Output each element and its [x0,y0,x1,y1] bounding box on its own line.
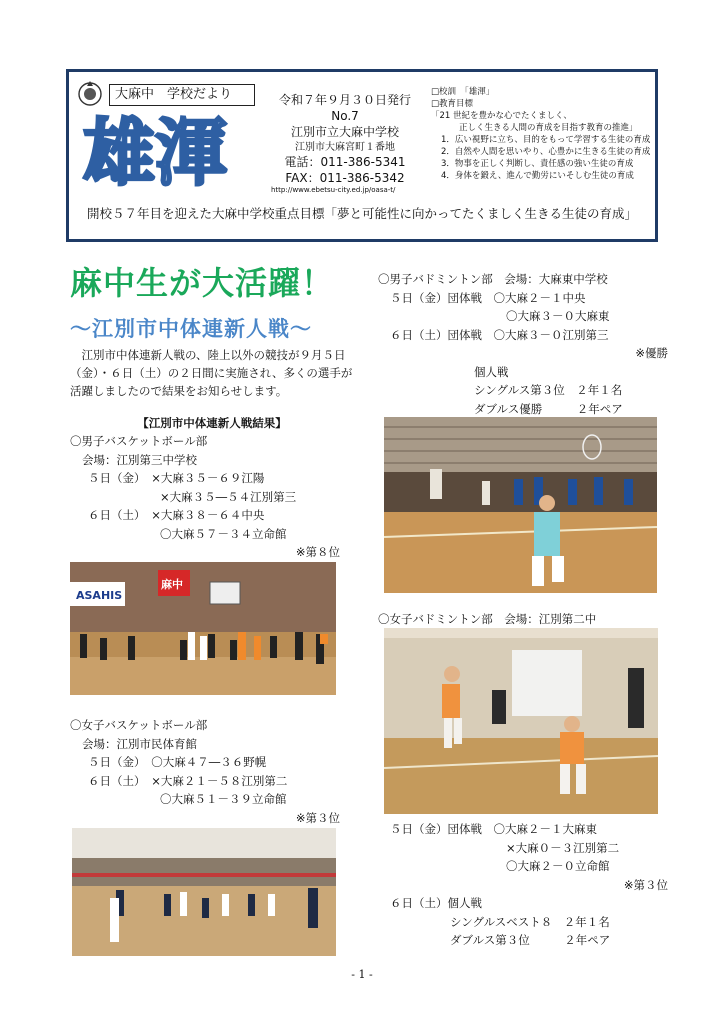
edu-goal-line: 「21 世紀を豊かな心でたくましく、 [431,111,572,121]
result-line: ５日（金） 〇大麻４７―３６野幌 [88,755,267,769]
motto-label: □校訓 「雄渾」 [431,87,495,97]
school-name: 江別市立大麻中学校 [290,125,399,140]
venue: 会場：江別第三中学校 [82,452,197,467]
school-url[interactable]: http://www.ebetsu-city.ed.jp/oasa-t/ [271,186,396,195]
masthead [66,69,658,242]
edu-goal-line: 正しく生きる人間の育成を目指す教育の推進」 [459,123,638,133]
result-line: ６日（土）個人戦 [390,896,482,910]
result-line: ダブルス優勝 ２年ペア [474,401,623,416]
section-title: 〇男子バドミントン部 会場：大麻東中学校 [378,272,608,286]
result-line: ６日（土） ×大麻３８－６４中央 [88,508,265,522]
rank: ※優勝 [635,346,668,360]
result-line: 〇大麻３－０大麻東 [506,309,610,323]
issue-date: 令和７年９月３０日発行 [278,93,411,107]
issue-number: No.7 [331,109,359,124]
result-line: ６日（土）団体戦 〇大麻３－０江別第三 [390,327,609,342]
boys-basketball-photo [70,562,336,695]
venue: 会場：江別市民体育館 [82,736,197,751]
result-line: 〇大麻５７－３４立命館 [160,526,287,541]
result-line: ダブルス第３位 ２年ペア [450,933,611,947]
school-emblem-icon [77,80,103,106]
issue-info [265,92,425,196]
school-goal: 開校５７年目を迎えた大麻中学校重点目標「夢と可能性に向かってたくましく生きる生徒の育成」 [86,206,637,221]
goal-item: 3．物事を正しく判断し、責任感の強い生徒の育成 [441,159,634,169]
intro-paragraph: 江別市中体連新人戦の、陸上以外の競技が９月５日（金）・６日（土）の２日間に実施され、多くの選手が活躍しましたので結果をお知らせします。 [70,348,353,398]
girls-badminton-results [378,820,668,950]
school-motto [431,86,655,182]
girls-basketball-photo [72,828,336,956]
result-line: ×大麻３５―５４江別第三 [160,489,297,504]
girls-badminton-header [378,610,668,629]
section-title: 〇女子バドミントン部 会場：江別第二中 [378,612,597,626]
goal-item: 4．身体を鍛え、進んで勤労にいそしむ生徒の育成 [441,171,634,181]
edu-goal-label: □教育目標 [431,99,474,109]
rank: ※第３位 [623,877,668,892]
goal-item: 2．自然や人間を思いやり、心豊かに生きる生徒の育成 [441,147,651,157]
result-line: ×大麻０－３江別第二 [506,840,620,855]
result-line: ５日（金）団体戦 〇大麻２－１大麻東 [390,822,597,836]
girls-basketball-results [70,716,340,827]
banner-text: ASAHIS [76,589,123,602]
school-address: 江別市大麻宮町１番地 [295,141,395,153]
result-line: ６日（土） ×大麻２１－５８江別第二 [88,773,288,788]
results-title: 【江別市中体連新人戦結果】 [137,416,287,430]
boys-badminton-results [378,270,668,418]
school-fax: FAX：011-386-5342 [285,171,405,186]
rank: ※第３位 [295,810,340,825]
title-text: 雄渾 [83,111,228,190]
school-tel: 電話：011-386-5341 [284,155,406,170]
result-line: シングルスベスト８ ２年１名 [450,914,610,929]
result-line: シングルス第３位 ２年１名 [474,383,623,397]
boys-basketball-results [70,432,340,562]
banner-text: 麻中 [161,578,183,591]
goal-item: 1．広い視野に立ち、目的をもって学習する生徒の育成 [441,135,651,145]
headline: 麻中生が大活躍！ [70,264,335,302]
rank: ※第８位 [295,545,340,559]
result-line: ５日（金） ×大麻３５－６９江陽 [88,471,265,485]
section-title: 〇男子バスケットボール部 [70,434,208,448]
result-line: 〇大麻５１－３９立命館 [160,792,287,806]
page-number: - 1 - [351,968,373,981]
result-line: 〇大麻２－０立命館 [506,859,610,873]
subheadline: ～江別市中体連新人戦～ [70,317,312,341]
individual-label: 個人戦 [474,364,509,379]
girls-badminton-photo [384,628,658,814]
newsletter-title [79,110,254,190]
boys-badminton-photo [384,417,657,593]
newsletter-brand: 大麻中 学校だより [109,84,255,106]
result-line: ５日（金）団体戦 〇大麻２－１中央 [390,290,586,305]
section-title: 〇女子バスケットボール部 [70,718,208,732]
